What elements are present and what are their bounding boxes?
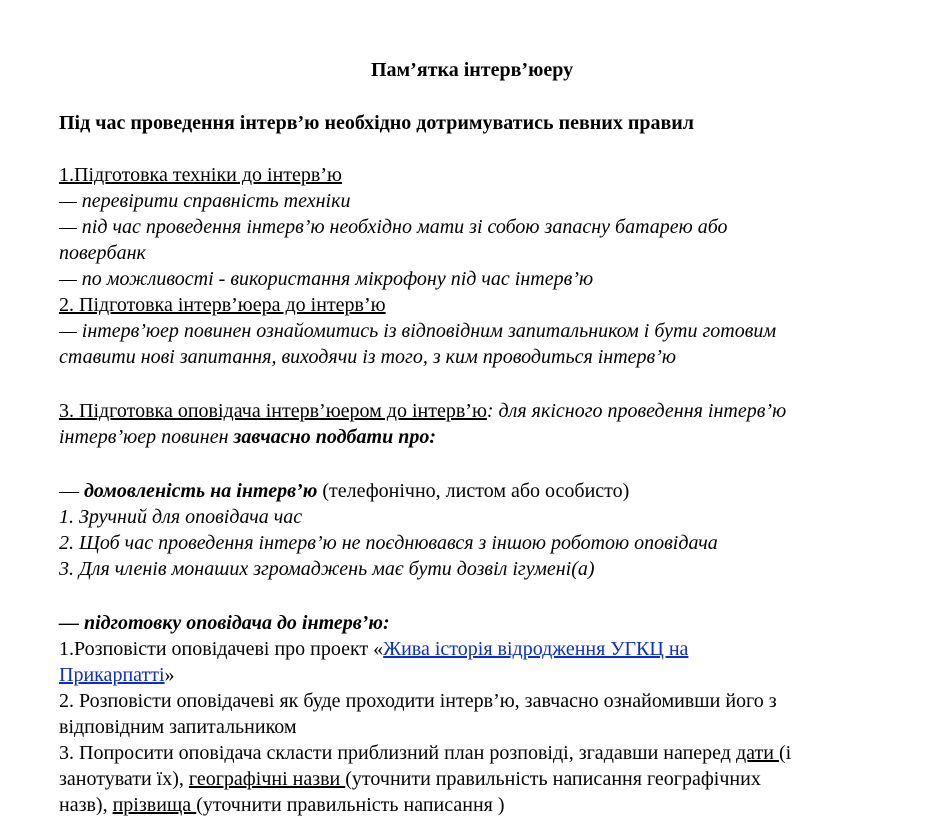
- prep-item-1: [59, 636, 688, 662]
- prep-item-1-cont: [59, 662, 175, 688]
- dates-term: дати: [735, 742, 779, 764]
- section-1-item-2: — під час проведення інтерв’ю необхідно мати зі собою запасну батарею або: [59, 216, 728, 238]
- document-title: Пам’ятка інтерв’юеру: [371, 59, 574, 81]
- prep-item-3-paren: (і: [778, 742, 792, 764]
- project-link-cont[interactable]: Прикарпатті: [59, 664, 165, 686]
- prep-item-3-text-4: назв),: [59, 794, 113, 816]
- section-3-tail: : для якісного проведення інтерв’ю: [486, 400, 787, 422]
- section-2-item-1: — інтерв’юер повинен ознайомитись із відповідним запитальником і бути готовим: [59, 320, 777, 342]
- section-3-emphasis: завчасно подбати про:: [233, 426, 436, 448]
- section-1-heading: 1.Підготовка техніки до інтерв’ю: [59, 164, 342, 186]
- agreement-item-3: 3. Для членів монаших згромаджень має бути дозвіл ігумені(а): [59, 558, 595, 580]
- prep-item-3-text-5: (уточнити правильність написання ): [196, 794, 505, 816]
- agreement-item-2: 2. Щоб час проведення інтерв’ю не поєднювався з іншою роботою оповідача: [59, 532, 718, 554]
- agreement-item-1: 1. Зручний для оповідача час: [59, 506, 303, 528]
- prep-item-3-cont-2: [59, 792, 505, 818]
- agreement-dash: —: [59, 480, 84, 502]
- prep-item-1-text: 1.Розповісти оповідачеві про проект «: [59, 638, 384, 660]
- prep-heading: — підготовку оповідача до інтерв’ю:: [59, 612, 390, 634]
- prep-item-3-text: 3. Попросити оповідача скласти приблизний план розповіді, згадавши наперед: [59, 742, 736, 764]
- section-3-heading: 3. Підготовка оповідача інтерв’юером до інтерв’ю: [59, 400, 487, 422]
- section-2-heading: 2. Підготовка інтерв’юера до інтерв’ю: [59, 294, 386, 316]
- prep-item-2: 2. Розповісти оповідачеві як буде проходити інтерв’ю, завчасно ознайомивши його з: [59, 690, 777, 712]
- prep-item-1-close: »: [164, 664, 175, 686]
- agreement-bold: домовленість на інтерв’ю: [84, 480, 318, 502]
- project-link[interactable]: Жива історія відродження УГКЦ на: [383, 638, 689, 660]
- geo-names-term: географічні назви: [188, 768, 346, 790]
- prep-item-3: [59, 740, 791, 766]
- section-1-item-3: — по можливості - використання мікрофону під час інтерв’ю: [59, 268, 594, 290]
- section-1-item-1: — перевірити справність техніки: [59, 190, 351, 212]
- agreement-rest: (телефонічно, листом або особисто): [317, 480, 630, 502]
- prep-item-3-text-3: (уточнити правильність написання географічних: [345, 768, 761, 790]
- prep-item-2-cont: відповідним запитальником: [59, 716, 297, 738]
- section-1-item-2-cont: повербанк: [59, 242, 146, 264]
- section-2-item-1-cont: ставити нові запитання, виходячи із того, з ким проводиться інтерв’ю: [59, 346, 676, 368]
- prep-item-3-text-2: занотувати їх),: [59, 768, 189, 790]
- agreement-heading: [59, 478, 629, 504]
- prep-item-3-cont: [59, 766, 761, 792]
- intro-heading: Під час проведення інтерв’ю необхідно дотримуватись певних правил: [59, 112, 695, 134]
- surnames-term: прізвища: [112, 794, 197, 816]
- section-3-line-1: [59, 398, 786, 424]
- section-3-text: інтерв’юер повинен: [59, 426, 234, 448]
- section-3-line-2: [59, 424, 436, 450]
